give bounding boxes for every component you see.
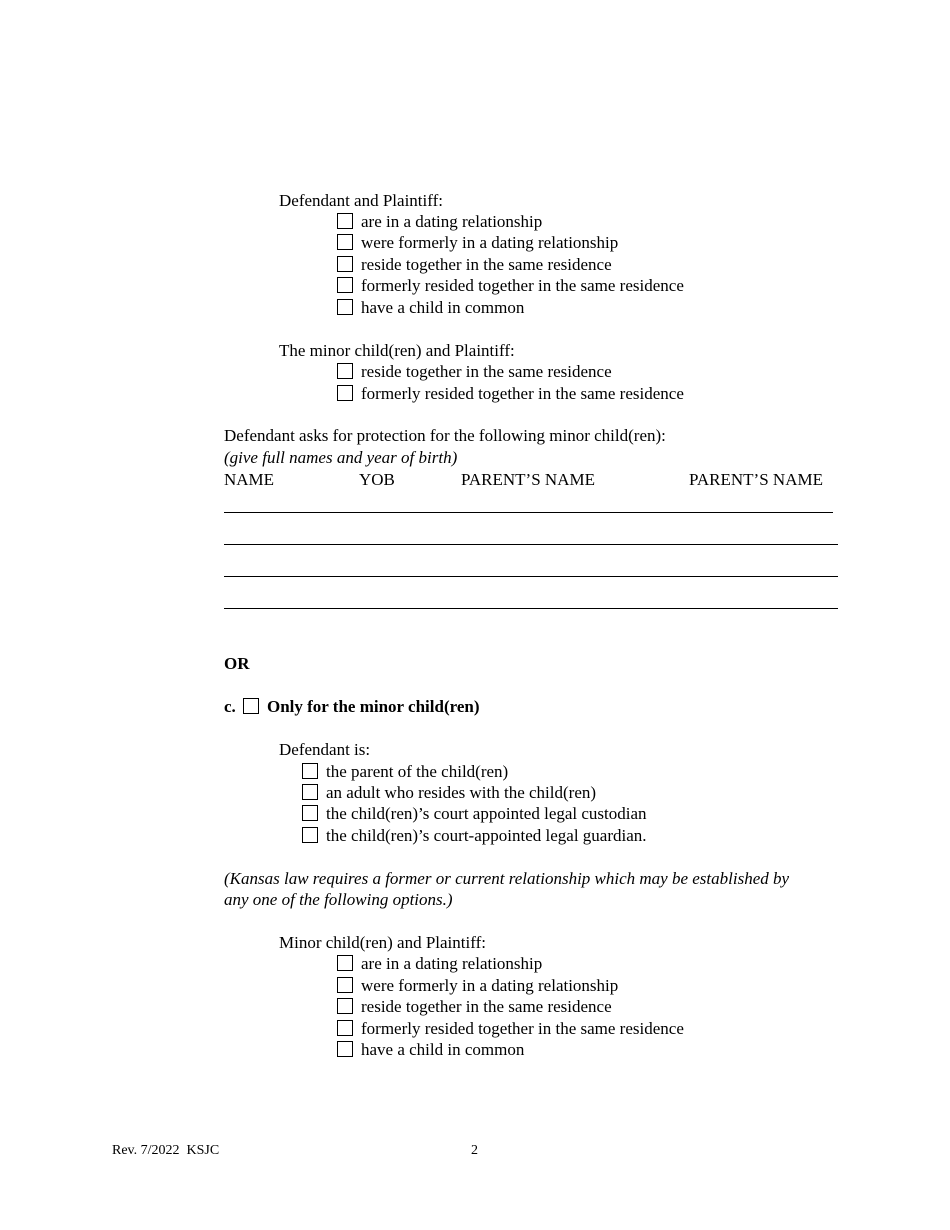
- option-di-guardian: the child(ren)’s court-appointed legal guardian.: [326, 826, 647, 845]
- minor-plaintiff-c-heading: Minor child(ren) and Plaintiff:: [279, 933, 486, 952]
- child-entry-line[interactable]: [224, 576, 838, 577]
- section-c-title: Only for the minor child(ren): [267, 697, 480, 716]
- checkbox-mpc-formerly-resided[interactable]: [337, 1020, 353, 1036]
- checkbox-dp-dating[interactable]: [337, 213, 353, 229]
- option-dp-formerly-resided: formerly resided together in the same residence: [361, 276, 684, 295]
- footer-revision: Rev. 7/2022 KSJC: [112, 1143, 220, 1158]
- checkbox-mpc-reside-together[interactable]: [337, 998, 353, 1014]
- option-mp-reside-together: reside together in the same residence: [361, 362, 612, 381]
- column-header-yob: YOB: [359, 470, 395, 489]
- option-di-adult-resides: an adult who resides with the child(ren): [326, 783, 597, 802]
- checkbox-dp-formerly-dating[interactable]: [337, 234, 353, 250]
- option-di-parent: the parent of the child(ren): [326, 762, 509, 781]
- defendant-plaintiff-heading: Defendant and Plaintiff:: [279, 191, 443, 210]
- checkbox-di-custodian[interactable]: [302, 805, 318, 821]
- checkbox-mp-reside-together[interactable]: [337, 363, 353, 379]
- option-mpc-formerly-resided: formerly resided together in the same residence: [361, 1019, 684, 1038]
- section-c-letter: c.: [224, 697, 236, 716]
- checkbox-mpc-formerly-dating[interactable]: [337, 977, 353, 993]
- child-entry-line[interactable]: [224, 544, 838, 545]
- footer-page-number: 2: [471, 1143, 478, 1158]
- option-mpc-reside-together: reside together in the same residence: [361, 997, 612, 1016]
- kansas-law-note-line-1: (Kansas law requires a former or current relationship which may be established by: [224, 869, 790, 888]
- option-mpc-formerly-dating: were formerly in a dating relationship: [361, 976, 619, 995]
- checkbox-dp-formerly-resided[interactable]: [337, 277, 353, 293]
- checkbox-mp-formerly-resided[interactable]: [337, 385, 353, 401]
- checkbox-di-guardian[interactable]: [302, 827, 318, 843]
- option-di-custodian: the child(ren)’s court appointed legal custodian: [326, 804, 647, 823]
- kansas-law-note-line-2: any one of the following options.): [224, 890, 453, 909]
- option-mpc-child-in-common: have a child in common: [361, 1040, 525, 1059]
- checkbox-di-adult-resides[interactable]: [302, 784, 318, 800]
- protection-heading: Defendant asks for protection for the following minor child(ren):: [224, 426, 666, 445]
- checkbox-mpc-child-in-common[interactable]: [337, 1041, 353, 1057]
- protection-instruction: (give full names and year of birth): [224, 448, 458, 467]
- option-mp-formerly-resided: formerly resided together in the same residence: [361, 384, 684, 403]
- or-separator: OR: [224, 654, 250, 673]
- column-header-parent-name-2: PARENT’S NAME: [689, 470, 823, 489]
- option-dp-dating: are in a dating relationship: [361, 212, 543, 231]
- option-dp-reside-together: reside together in the same residence: [361, 255, 612, 274]
- minor-plaintiff-heading: The minor child(ren) and Plaintiff:: [279, 341, 515, 360]
- option-dp-child-in-common: have a child in common: [361, 298, 525, 317]
- child-entry-line[interactable]: [224, 512, 833, 513]
- defendant-is-heading: Defendant is:: [279, 740, 371, 759]
- checkbox-di-parent[interactable]: [302, 763, 318, 779]
- option-dp-formerly-dating: were formerly in a dating relationship: [361, 233, 619, 252]
- option-mpc-dating: are in a dating relationship: [361, 954, 543, 973]
- column-header-parent-name-1: PARENT’S NAME: [461, 470, 595, 489]
- checkbox-dp-reside-together[interactable]: [337, 256, 353, 272]
- checkbox-dp-child-in-common[interactable]: [337, 299, 353, 315]
- checkbox-mpc-dating[interactable]: [337, 955, 353, 971]
- checkbox-section-c[interactable]: [243, 698, 259, 714]
- child-entry-line[interactable]: [224, 608, 838, 609]
- column-header-name: NAME: [224, 470, 275, 489]
